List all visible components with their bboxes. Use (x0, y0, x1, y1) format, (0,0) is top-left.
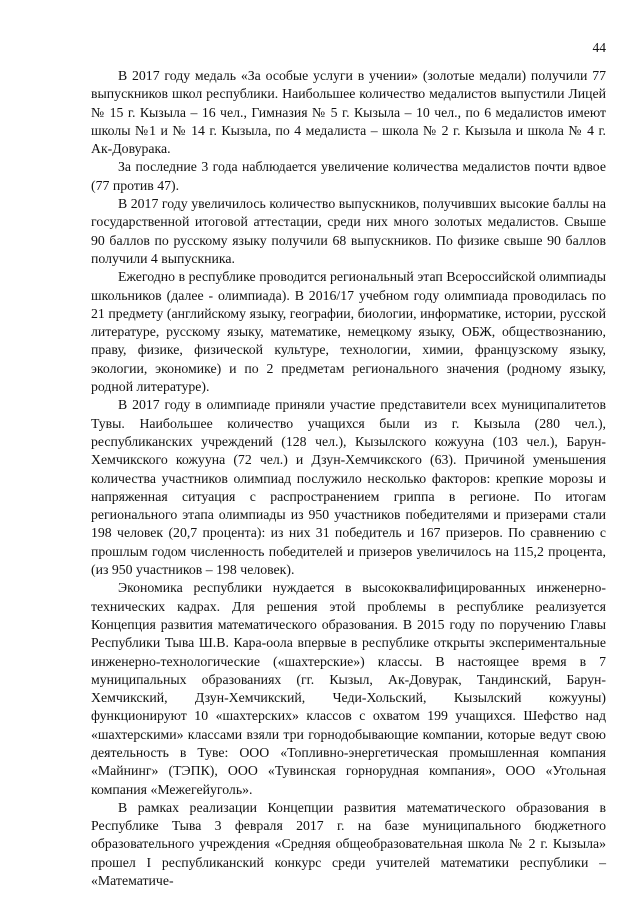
paragraph-medals: В 2017 году медаль «За особые услуги в учении» (золотые медали) получили 77 выпускников школ республики. Наибольшее количество медалистов выпустили Лицей № 15 г. Кызыла – 16 чел., Гимназия № 5 г. Кызыла – 10 чел., по 6 медалистов имеют школы №1 и № 14 г. Кызыла, по 4 медалиста – школа № 2 г. Кызыла и школа № 4 г. Ак-Довурака. (91, 68, 606, 157)
page-number: 44 (592, 40, 606, 55)
body-text (91, 67, 606, 890)
paragraph-math-contest: В рамках реализации Концепции развития математического образования в Республике Тыва 3 февраля 2017 г. на базе муниципального бюджетного образовательного учреждения «Средняя общеобразовательная школа № 2 г. Кызыла» прошел I республиканский конкурс среди учителей математики республики – «Математиче- (91, 799, 606, 889)
paragraph-medalist-growth: За последние 3 года наблюдается увеличение количества медалистов почти вдвое (77 против 47). (91, 159, 606, 193)
paragraph-olympiad-participants: В 2017 году в олимпиаде приняли участие представители всех муниципалитетов Тувы. Наибольшее количество учащихся были из г. Кызыла (280 чел.), республиканских учреждений (128 чел.), Кызылского кожууна (103 чел.), Барун-Хемчикского кожууна (72 чел.) и Дзун-Хемчикского (63). Причиной уменьшения количества участников олимпиад послужило несколько факторов: крепкие морозы и напряженная ситуация с распространением гриппа в регионе. По итогам регионального этапа олимпиады из 950 участников победителями и призерами стали 198 человек (20,7 процента): из них 31 победитель и 167 призеров. По сравнению с прошлым годом численность победителей и призеров увеличилось на 115,2 процента, (из 950 участников – 198 человек). (91, 397, 606, 578)
paragraph-olympiad: Ежегодно в республике проводится региональный этап Всероссийской олимпиады школьников (далее - олимпиада). В 2016/17 учебном году олимпиада проводилась по 21 предмету (английскому языку, географии, биологии, информатике, истории, русской литературе, русскому языку, математике, немецкому языку, ОБЖ, обществознанию, праву, физике, физической культуре, технологии, химии, французскому языку, экологии, экономике) и по 2 предметам регионального значения (родному языку, родной литературе). (91, 269, 606, 395)
paragraph-high-scores: В 2017 году увеличилось количество выпускников, получивших высокие баллы на государственной итоговой аттестации, среди них много золотых медалистов. Свыше 90 баллов по русскому языку получили 68 выпускников. По физике свыше 90 баллов получили 4 выпускника. (91, 196, 606, 266)
paragraph-engineering-classes: Экономика республики нуждается в высококвалифицированных инженерно-технических кадрах. Для решения этой проблемы в республике реализуется Концепция развития математического образования. В 2015 году по поручению Главы Республики Тыва Ш.В. Кара-оола впервые в республике открыты экспериментальные инженерно-технологические («шахтерские») классы. В настоящее время в 7 муниципальных образованиях (гг. Кызыл, Ак-Довурак, Тандинский, Барун-Хемчикский, Дзун-Хемчикский, Чеди-Хольский, Кызылский кожууны) функционируют 10 «шахтерских» классов с охватом 199 учащихся. Шефство над «шахтерскими» классами взяли три горнодобывающие компании, которые ведут свою деятельность в Туве: ООО «Топливно-энергетическая промышленная компания «Майнинг» (ТЭПК), ООО «Тувинская горнорудная компания», ООО «Угольная компания «Межегейуголь». (91, 580, 606, 797)
